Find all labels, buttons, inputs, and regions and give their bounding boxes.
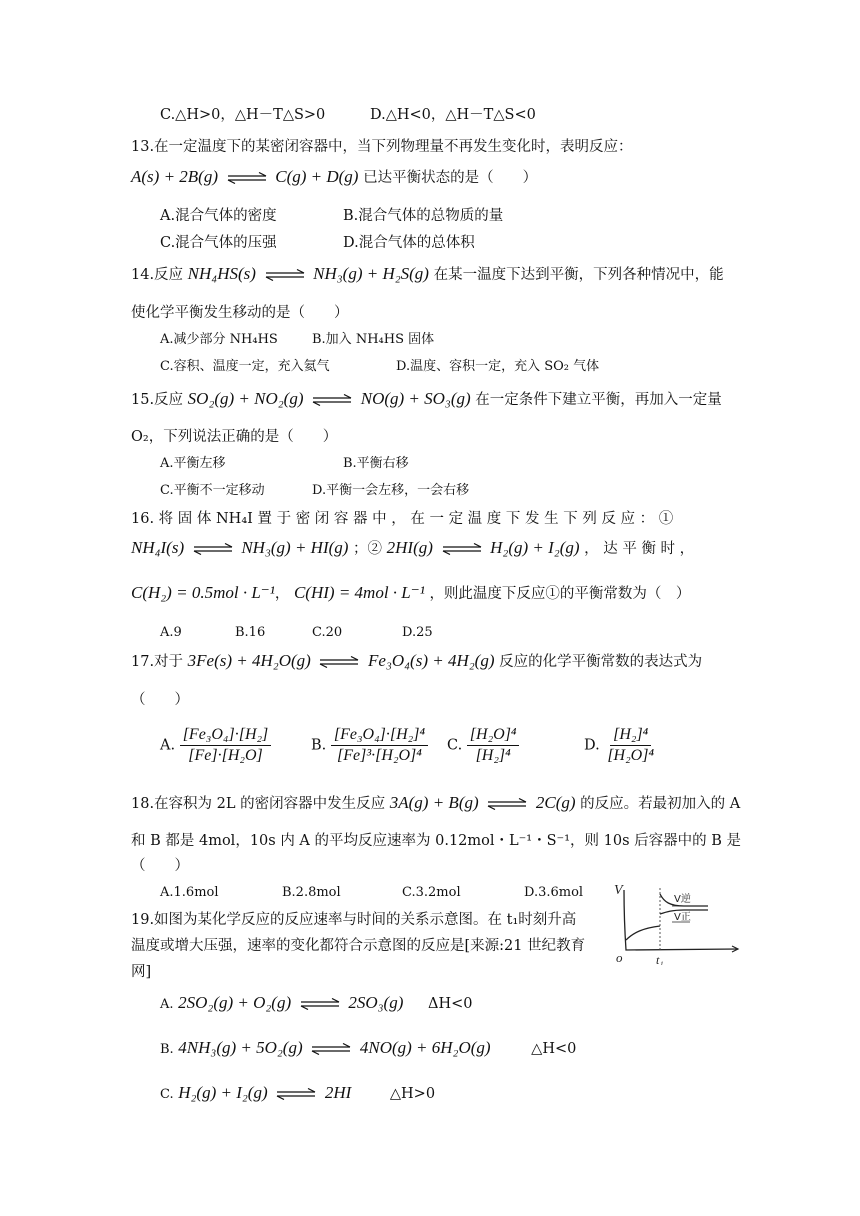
q17-option-a-label: A.	[160, 737, 176, 754]
q19-option-b-dh: △H<0	[531, 1041, 577, 1057]
q16-ask: ，则此温度下反应①的平衡常数为（ ）	[429, 586, 691, 602]
equilibrium-arrow-icon	[311, 1043, 351, 1055]
equilibrium-arrow-icon	[227, 172, 267, 184]
q12-option-d: D.△H<0，△H－T△S<0	[370, 107, 536, 123]
fraction-numerator: [Fe₃O₄]·[H₂]⁴	[331, 726, 428, 746]
q17-option-c-fraction	[467, 726, 520, 765]
q16-cond1: C(H₂) = 0.5mol · L⁻¹	[131, 583, 275, 602]
q19-option-a	[160, 993, 472, 1015]
q19-option-b	[160, 1038, 576, 1060]
q19-option-c-right: 2HI	[324, 1083, 352, 1102]
q19-option-c-dh: △H>0	[389, 1086, 436, 1102]
q19-option-b-label: B.	[160, 1042, 174, 1057]
fraction-numerator: [H₂O]⁴	[467, 726, 520, 746]
q13-option-d: D.混合气体的总体积	[343, 235, 475, 251]
q19-option-a-left: 2SO₂(g) + O₂(g)	[178, 993, 292, 1012]
equilibrium-arrow-icon	[276, 1088, 316, 1100]
q15-tail: 在一定条件下建立平衡，再加入一定量	[475, 392, 722, 408]
initial-rate-curve	[626, 926, 660, 940]
q15-prefix: 15.反应	[131, 392, 184, 408]
q17-option-b-label: B.	[311, 737, 327, 754]
q17-option-d	[584, 726, 657, 765]
q17-option-a	[160, 726, 271, 765]
q19-option-a-label: A.	[160, 997, 174, 1012]
q19-option-c-label: C.	[160, 1087, 174, 1102]
q17-option-c	[447, 726, 519, 765]
equilibrium-arrow-icon	[442, 543, 482, 555]
q17-option-d-fraction	[604, 726, 657, 765]
q17-stem	[131, 651, 702, 672]
q13-equation	[131, 167, 537, 188]
q16-eq1-right: NH₃(g) + HI(g)	[241, 538, 349, 557]
fraction-denominator: [H₂]⁴	[475, 747, 511, 764]
q16-eq1-left: NH₄I(s)	[131, 538, 185, 557]
q17-eq-left: 3Fe(s) + 4H₂O(g)	[187, 651, 311, 670]
q17-option-b-fraction	[331, 726, 428, 765]
q12-option-c: C.△H>0，△H－T△S>0	[160, 107, 326, 123]
q19-option-c	[160, 1083, 435, 1105]
equilibrium-arrow-icon	[487, 798, 527, 810]
q19-option-a-right: 2SO₃(g)	[348, 993, 404, 1012]
q18-tail: 的反应。若最初加入的 A	[580, 796, 741, 812]
q16-eq2-left: 2HI(g)	[386, 538, 433, 557]
q19-option-a-dh: ΔH<0	[427, 996, 473, 1012]
q13-eq-right: C(g) + D(g)	[275, 167, 359, 186]
q18-stem	[131, 793, 740, 814]
q15-stem	[131, 389, 722, 410]
q14-eq-right: NH₃(g) + H₂S(g)	[313, 264, 429, 283]
rate-time-graph	[612, 880, 742, 965]
equilibrium-arrow-icon	[265, 269, 305, 281]
q17-option-b	[311, 726, 428, 765]
q16-conditions: C(H₂) = 0.5mol · L⁻¹， C(HI) = 4mol · L⁻¹ ，则此温度下反应①的平衡常数为（ ）	[131, 583, 691, 602]
equilibrium-arrow-icon	[312, 394, 352, 406]
q14-eq-left: NH₄HS(s)	[187, 264, 256, 283]
q18-option-d: D.3.6mol	[524, 885, 584, 900]
fraction-denominator: [H₂O]⁴	[607, 747, 655, 764]
q15-eq-right: NO(g) + SO₃(g)	[360, 389, 471, 408]
q16-stem: 16. 将 固 体 NH₄I 置 于 密 闭 容 器 中 ， 在 一 定 温 度 下 发 生 下 列 反 应 ： ①	[131, 511, 674, 527]
q17-eq-right: Fe₃O₄(s) + 4H₂(g)	[368, 651, 495, 670]
q14-prefix: 14.反应	[131, 267, 184, 283]
q17-prefix: 17.对于	[131, 654, 184, 670]
q17-tail: 反应的化学平衡常数的表达式为	[499, 654, 703, 670]
q17-option-c-label: C.	[447, 737, 463, 754]
q16-sep: ；②	[353, 541, 383, 557]
q14-option-a: A.减少部分 NH₄HS	[160, 332, 278, 347]
q17-option-a-fraction	[180, 726, 272, 765]
q19-option-b-right: 4NO(g) + 6H₂O(g)	[359, 1038, 491, 1057]
q18-eq-left: 3A(g) + B(g)	[389, 793, 479, 812]
q15-eq-left: SO₂(g) + NO₂(g)	[187, 389, 304, 408]
q13-stem: 13.在一定温度下的某密闭容器中，当下列物理量不再发生变化时，表明反应：	[131, 139, 633, 155]
q16-option-b: B.16	[235, 625, 266, 640]
q15-option-c: C.平衡不一定移动	[160, 483, 265, 498]
fraction-denominator: [Fe]³·[H₂O]⁴	[337, 747, 422, 764]
equilibrium-arrow-icon	[300, 998, 340, 1010]
q16-cond2: C(HI) = 4mol · L⁻¹	[293, 583, 425, 602]
q14-line2: 使化学平衡发生移动的是（ ）	[131, 305, 349, 321]
q16-option-d: D.25	[402, 625, 433, 640]
q17-paren: （ ）	[131, 692, 189, 708]
q16-option-c: C.20	[312, 625, 343, 640]
q14-option-b: B.加入 NH₄HS 固体	[312, 332, 435, 347]
q13-eq-left: A(s) + 2B(g)	[131, 167, 219, 186]
q15-option-b: B.平衡右移	[343, 456, 409, 471]
q13-option-b: B.混合气体的总物质的量	[343, 208, 504, 224]
q18-option-a: A.1.6mol	[160, 885, 219, 900]
q18-option-c: C.3.2mol	[402, 885, 461, 900]
q18-option-b: B.2.8mol	[282, 885, 341, 900]
q19-option-c-left: H₂(g) + I₂(g)	[178, 1083, 268, 1102]
q14-tail: 在某一温度下达到平衡，下列各种情况中，能	[433, 267, 724, 283]
q15-line2: O₂，下列说法正确的是（ ）	[131, 429, 338, 445]
q13-option-c: C.混合气体的压强	[160, 235, 277, 251]
origin-label: o	[616, 950, 623, 965]
v-forward-label: V正	[674, 912, 691, 923]
equilibrium-arrow-icon	[319, 656, 359, 668]
q18-prefix: 18.在容积为 2L 的密闭容器中发生反应	[131, 796, 386, 812]
fraction-numerator: [Fe₃O₄]·[H₂]	[180, 726, 272, 746]
t1-label: t₁	[656, 953, 664, 965]
q19-line3: 网]	[131, 964, 152, 980]
q15-option-d: D.平衡一会左移，一会右移	[312, 483, 470, 498]
q16-tail: ， 达 平 衡 时 ，	[584, 541, 695, 557]
q14-stem	[131, 264, 724, 285]
q18-line2: 和 B 都是 4mol，10s 内 A 的平均反应速率为 0.12mol・L⁻¹・S⁻¹，则 10s 后容器中的 B 是	[131, 833, 742, 849]
q17-option-d-label: D.	[584, 737, 600, 754]
q16-eq2-right: H₂(g) + I₂(g)	[490, 538, 580, 557]
q16-equations	[131, 538, 694, 559]
equilibrium-arrow-icon	[193, 543, 233, 555]
v-reverse-label: V逆	[674, 894, 691, 905]
q16-option-a: A.9	[160, 625, 182, 640]
q13-option-a: A.混合气体的密度	[160, 208, 277, 224]
q14-option-d: D.温度、容积一定，充入 SO₂ 气体	[396, 359, 600, 374]
q14-option-c: C.容积、温度一定，充入氦气	[160, 359, 330, 374]
q19-option-b-left: 4NH₃(g) + 5O₂(g)	[178, 1038, 303, 1057]
q18-paren: （ ）	[131, 858, 189, 874]
q15-option-a: A.平衡左移	[160, 456, 226, 471]
y-axis-label: V	[614, 883, 623, 898]
q19-line2: 温度或增大压强，速率的变化都符合示意图的反应是[来源:21 世纪教育	[131, 938, 586, 954]
q18-eq-right: 2C(g)	[535, 793, 576, 812]
fraction-denominator: [Fe]·[H₂O]	[188, 747, 263, 764]
q13-tail: 已达平衡状态的是（ ）	[363, 170, 538, 186]
fraction-numerator: [H₂]⁴	[610, 726, 651, 746]
q19-line1: 19.如图为某化学反应的反应速率与时间的关系示意图。在 t₁时刻升高	[131, 912, 577, 928]
